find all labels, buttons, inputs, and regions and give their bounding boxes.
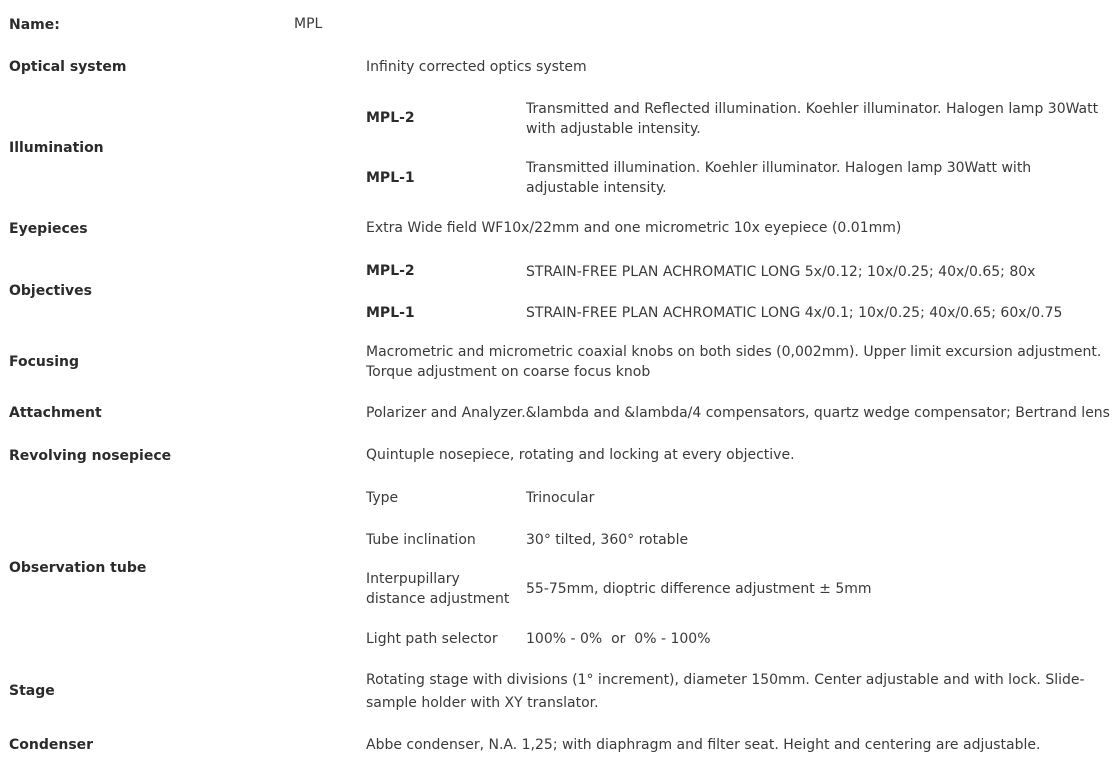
eyepieces-value: Extra Wide field WF10x/22mm and one micrometric 10x eyepiece (0.01mm) [366, 220, 902, 236]
illumination-model-mpl2: MPL-2 [366, 110, 415, 126]
condenser-label: Condenser [9, 737, 94, 753]
stage-value: Rotating stage with divisions (1° increment), diameter 150mm. Center adjustable and with lock. Slide-sample holder with XY translator. [366, 672, 1085, 711]
tube-interpupillary-key: Interpupillary distance adjustment [366, 571, 510, 607]
nosepiece-value: Quintuple nosepiece, rotating and locking at every objective. [366, 447, 795, 463]
objectives-desc-mpl2: STRAIN-FREE PLAN ACHROMATIC LONG 5x/0.12; 10x/0.25; 40x/0.65; 80x [526, 264, 1036, 280]
illumination-model-mpl1: MPL-1 [366, 170, 415, 186]
tube-inclination-key: Tube inclination [366, 532, 476, 548]
tube-type-value: Trinocular [526, 490, 595, 506]
stage-label: Stage [9, 683, 55, 699]
focusing-value: Macrometric and micrometric coaxial knobs on both sides (0,002mm). Upper limit excursion adjustment. Torque adjustment on coarse focus knob [366, 344, 1102, 380]
eyepieces-label: Eyepieces [9, 221, 88, 237]
objectives-label: Objectives [9, 283, 92, 299]
objectives-desc-mpl1: STRAIN-FREE PLAN ACHROMATIC LONG 4x/0.1; 10x/0.25; 40x/0.65; 60x/0.75 [526, 305, 1063, 321]
nosepiece-label: Revolving nosepiece [9, 448, 172, 464]
tube-interpupillary-value: 55-75mm, dioptric difference adjustment ± 5mm [526, 581, 872, 597]
attachment-value: Polarizer and Analyzer.&lambda and &lambda/4 compensators, quartz wedge compensator; Bertrand lens [366, 405, 1110, 421]
optical-system-label: Optical system [9, 59, 127, 75]
illumination-desc-mpl1: Transmitted illumination. Koehler illuminator. Halogen lamp 30Watt with adjustable intensity. [526, 160, 1032, 196]
focusing-label: Focusing [9, 354, 79, 370]
tube-light-path-key: Light path selector [366, 631, 498, 647]
observation-tube-label: Observation tube [9, 560, 147, 576]
illumination-desc-mpl2: Transmitted and Reflected illumination. Koehler illuminator. Halogen lamp 30Watt with adjustable intensity. [526, 101, 1099, 137]
attachment-label: Attachment [9, 405, 102, 421]
name-label: Name: [9, 17, 60, 33]
tube-type-key: Type [366, 490, 399, 506]
name-value: MPL [294, 16, 323, 32]
tube-inclination-value: 30° tilted, 360° rotable [526, 532, 689, 548]
objectives-model-mpl1: MPL-1 [366, 305, 415, 321]
illumination-label: Illumination [9, 140, 104, 156]
tube-light-path-value: 100% - 0% or 0% - 100% [526, 631, 711, 647]
objectives-model-mpl2: MPL-2 [366, 263, 415, 279]
optical-system-value: Infinity corrected optics system [366, 59, 587, 75]
condenser-value: Abbe condenser, N.A. 1,25; with diaphragm and filter seat. Height and centering are adjustable. [366, 737, 1041, 753]
